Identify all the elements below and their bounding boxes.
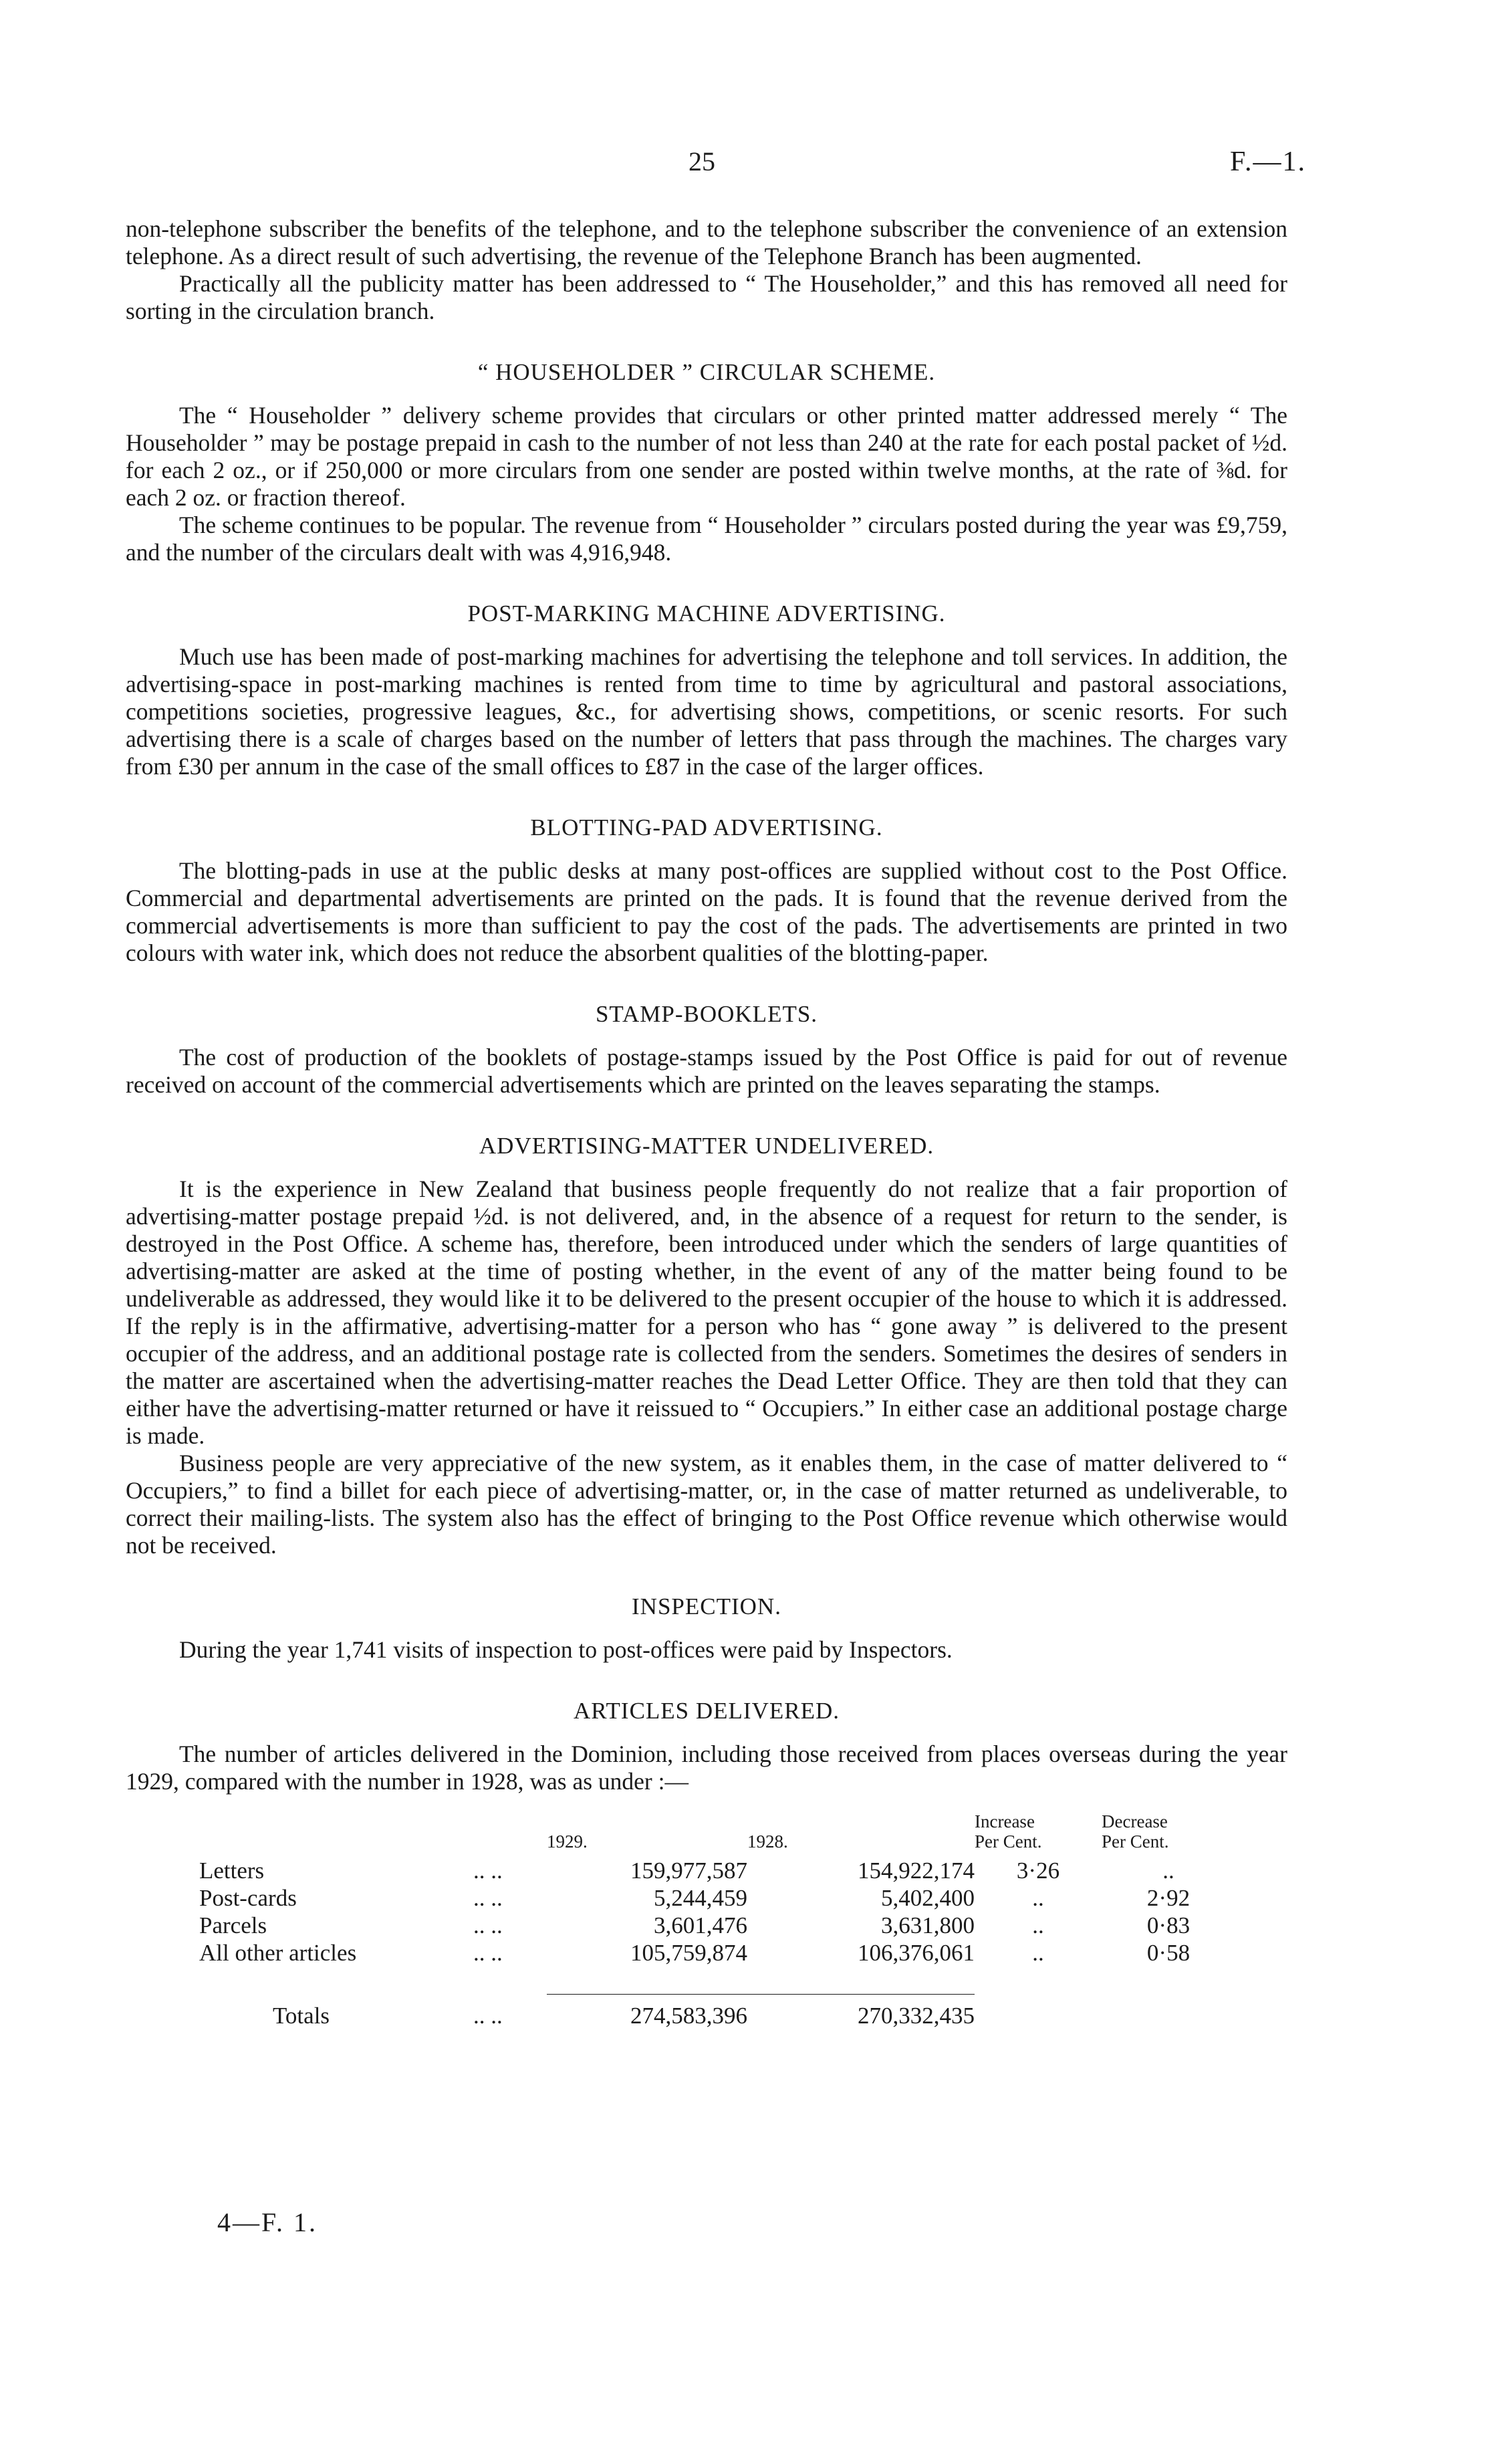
cell-1928: 106,376,061 <box>858 1940 975 1966</box>
leader-dots: .. .. <box>473 1885 503 1911</box>
table-row <box>126 1857 1235 1884</box>
running-header <box>0 146 1500 186</box>
empty-cell <box>975 1994 1102 2029</box>
totals-row <box>126 1994 1235 2029</box>
rule-spacer <box>1102 1967 1235 1994</box>
sum-rule <box>747 1967 975 1994</box>
cell-increase: 3·26 <box>1016 1858 1060 1884</box>
section-heading: INSPECTION. <box>632 1593 781 1619</box>
paragraph: The cost of production of the booklets of postage-stamps issued by the Post Office is paid for out of revenue received on account of the commercial advertisements which are printed on the leaves separating the stamps. <box>126 1044 1287 1098</box>
cell-increase: .. <box>1032 1940 1044 1966</box>
sum-rule <box>547 1967 747 1994</box>
row-label: Parcels <box>199 1912 267 1938</box>
empty-cell <box>1102 1994 1235 2029</box>
table-row <box>126 1939 1235 1967</box>
leader-dots: .. .. <box>473 1858 503 1884</box>
paragraph: During the year 1,741 visits of inspection to post-offices were paid by Inspectors. <box>179 1636 953 1663</box>
paragraph: Much use has been made of post-marking machines for advertising the telephone and toll services. In addition, the advertising-space in post-marking machines is rented from time to time by agricultural and pastoral associations, competitions societies, progressive leagues, &c., for advertising shows, competitions, or scenic resorts. For such advertising there is a scale of charges based on the number of letters that pass through the machines. The charges vary from £30 per annum in the case of the small offices to £87 in the case of the larger offices. <box>126 643 1287 780</box>
rule-row <box>126 1967 1235 1994</box>
row-label: All other articles <box>199 1940 357 1966</box>
header-spacer <box>126 1811 473 1857</box>
articles-delivered-table <box>126 1811 1235 2029</box>
section-heading: BLOTTING-PAD ADVERTISING. <box>530 814 883 841</box>
total-1928: 270,332,435 <box>858 2002 975 2029</box>
cell-1928: 3,631,800 <box>881 1912 975 1938</box>
paragraph: The “ Householder ” delivery scheme provides that circulars or other printed matter addressed merely “ The Householder ” may be postage prepaid in cash to the number of not less than 240 at the rate for each postal packet of ½d. for each 2 oz., or if 250,000 or more circulars from one sender are posted within twelve months, at the rate of ⅜d. for each 2 oz. or fraction thereof. <box>126 402 1287 511</box>
cell-decrease: .. <box>1162 1858 1174 1884</box>
document-body <box>126 215 1287 2029</box>
header-spacer <box>473 1811 547 1857</box>
paragraph: Practically all the publicity matter has been addressed to “ The Householder,” and this has removed all need for sorting in the circulation branch. <box>126 270 1287 324</box>
cell-1928: 154,922,174 <box>858 1858 975 1884</box>
page-number: 25 <box>689 146 715 177</box>
rule-spacer <box>126 1967 473 1994</box>
header-increase: Increase Per Cent. <box>975 1811 1042 1852</box>
cell-increase: .. <box>1032 1885 1044 1911</box>
cell-decrease: 2·92 <box>1146 1885 1191 1911</box>
paragraph: It is the experience in New Zealand that business people frequently do not realize that a fair proportion of advertising-matter postage prepaid ½d. is not delivered, and, in the absence of a request for return to the sender, is destroyed in the Post Office. A scheme has, therefore, been introduced under which the senders of large quantities of advertising-matter are asked at the time of posting whether, in the event of any of the matter being found to be undeliverable as addressed, they would like it to be delivered to the present occupier of the house to which it is addressed. If the reply is in the affirmative, advertising-matter for a person who has “ gone away ” is delivered to the present occupier of the address, and an additional postage rate is collected from the senders. Sometimes the desires of senders in the matter are ascertained when the advertising-matter reaches the Dead Letter Office. They are then told that they can either have the advertising-matter returned or have it reissued to “ Occupiers.” In either case an additional postage charge is made. <box>126 1175 1287 1449</box>
leader-dots: .. .. <box>473 1912 503 1938</box>
cell-1929: 159,977,587 <box>630 1858 747 1884</box>
cell-1929: 3,601,476 <box>654 1912 747 1938</box>
rule-spacer <box>473 1967 547 1994</box>
cell-1929: 5,244,459 <box>654 1885 747 1911</box>
table-row <box>126 1912 1235 1939</box>
header-1929: 1929. <box>547 1831 588 1852</box>
paragraph: The blotting-pads in use at the public desks at many post-offices are supplied without cost to the Post Office. Commercial and departmental advertisements are printed on the pads. It is found that the revenue derived from the commercial advertisements is more than sufficient to pay the cost of the pads. The advertisements are printed in two colours with water ink, which does not reduce the absorbent qualities of the blotting-paper. <box>126 857 1287 966</box>
cell-1928: 5,402,400 <box>881 1885 975 1911</box>
section-heading: STAMP-BOOKLETS. <box>595 1001 818 1027</box>
rule-spacer <box>975 1967 1102 1994</box>
section-heading: POST-MARKING MACHINE ADVERTISING. <box>467 600 946 627</box>
paragraph: The number of articles delivered in the Dominion, including those received from places overseas during the year 1929, compared with the number in 1928, was as under :— <box>126 1741 1287 1795</box>
section-heading: “ HOUSEHOLDER ” CIRCULAR SCHEME. <box>477 359 936 385</box>
row-label: Post-cards <box>199 1885 297 1911</box>
leader-dots: .. .. <box>473 2002 503 2029</box>
printer-signature: 4—F. 1. <box>217 2207 318 2237</box>
paragraph: Business people are very appreciative of the new system, as it enables them, in the case of matter delivered to “ Occupiers,” to find a billet for each piece of advertising-matter, or, in the case of matter returned as undeliverable, to correct their mailing-lists. The system also has the effect of bringing to the Post Office revenue which otherwise would not be received. <box>126 1450 1287 1559</box>
total-1929: 274,583,396 <box>630 2002 747 2029</box>
paragraph: non-telephone subscriber the benefits of the telephone, and to the telephone subscriber the convenience of an extension telephone. As a direct result of such advertising, the revenue of the Telephone Branch has been augmented. <box>126 215 1287 269</box>
table-row <box>126 1884 1235 1912</box>
cell-decrease: 0·83 <box>1146 1912 1191 1938</box>
header-decrease: Decrease Per Cent. <box>1102 1811 1169 1852</box>
table-header-row <box>126 1811 1235 1857</box>
cell-1929: 105,759,874 <box>630 1940 747 1966</box>
cell-decrease: 0·58 <box>1146 1940 1191 1966</box>
totals-label: Totals <box>273 2002 330 2029</box>
header-1928: 1928. <box>747 1831 788 1852</box>
paragraph: The scheme continues to be popular. The revenue from “ Householder ” circulars posted during the year was £9,759, and the number of the circulars dealt with was 4,916,948. <box>126 512 1287 566</box>
row-label: Letters <box>199 1858 265 1884</box>
leader-dots: .. .. <box>473 1940 503 1966</box>
section-heading: ADVERTISING-MATTER UNDELIVERED. <box>479 1133 934 1159</box>
cell-increase: .. <box>1032 1912 1044 1938</box>
document-reference: F.—1. <box>1230 146 1306 177</box>
section-heading: ARTICLES DELIVERED. <box>574 1698 840 1724</box>
